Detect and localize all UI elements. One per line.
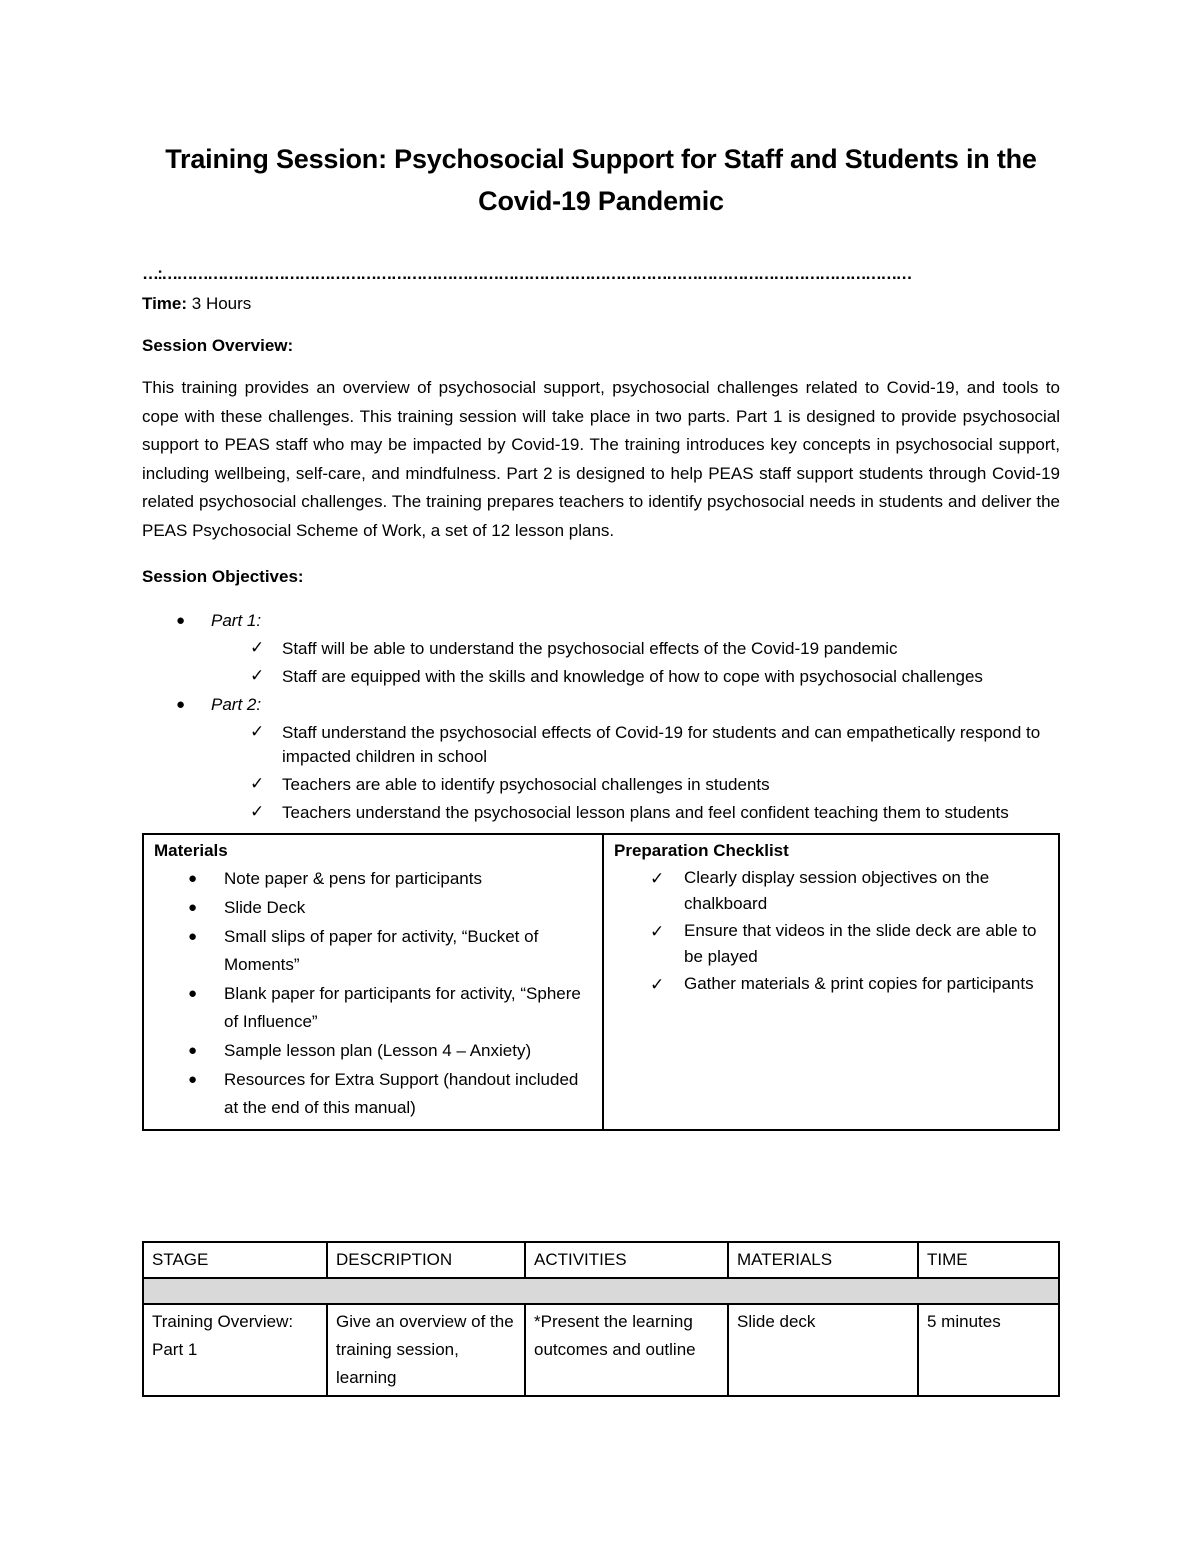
- checkmark-icon: ✓: [250, 637, 265, 657]
- stage-table: [142, 1241, 1060, 1397]
- column-header: DESCRIPTION: [327, 1242, 525, 1278]
- title-line-2: Covid-19 Pandemic: [478, 186, 724, 216]
- list-item: ● Sample lesson plan (Lesson 4 – Anxiety): [224, 1037, 594, 1065]
- page-title: [142, 138, 1060, 222]
- materials-list: [154, 865, 594, 1122]
- table-cell: Give an overview of the training session, learning: [327, 1304, 525, 1396]
- checkmark-icon: ✓: [250, 721, 265, 741]
- table-cell: 5 minutes: [918, 1304, 1059, 1396]
- list-item: ✓ Teachers are able to identify psychosocial challenges in students: [250, 773, 770, 794]
- materials-preparation-table: [142, 833, 1060, 1131]
- objectives-list: [142, 607, 1060, 827]
- materials-heading: Materials: [154, 840, 228, 860]
- time-line: [142, 290, 1060, 318]
- bullet-icon: ●: [188, 1070, 198, 1088]
- list-item: ✓ Staff understand the psychosocial effects of Covid-19 for students and can empathetically respond to impacted children in school: [250, 721, 1041, 766]
- list-item: ✓ Teachers understand the psychosocial lesson plans and feel confident teaching them to students: [250, 801, 1009, 822]
- column-header: ACTIVITIES: [525, 1242, 728, 1278]
- list-item: ● Note paper & pens for participants: [224, 865, 594, 893]
- objective-part-label: Part 2:: [211, 694, 262, 714]
- table-cell: *Present the learning outcomes and outline: [525, 1304, 728, 1396]
- objective-part: [142, 691, 1060, 827]
- preparation-heading: Preparation Checklist: [614, 840, 789, 860]
- document-content: [142, 138, 1060, 1131]
- list-item: ✓ Gather materials & print copies for participants: [684, 971, 1050, 998]
- time-value: 3 Hours: [187, 294, 252, 313]
- dotted-divider: …:…………………………………………………………………………………………………………………………………: [142, 264, 911, 283]
- list-item: ● Slide Deck: [224, 894, 594, 922]
- objective-part-label: Part 1:: [211, 610, 262, 630]
- column-header: STAGE: [143, 1242, 327, 1278]
- bullet-icon: ●: [176, 611, 186, 629]
- list-item: ✓ Staff are equipped with the skills and knowledge of how to cope with psychosocial challenges: [250, 665, 983, 686]
- bullet-icon: ●: [176, 695, 186, 713]
- list-item: ● Blank paper for participants for activity, “Sphere of Influence”: [224, 980, 594, 1036]
- checkmark-icon: ✓: [250, 773, 265, 793]
- column-header: TIME: [918, 1242, 1059, 1278]
- objective-checklist: [142, 635, 1060, 691]
- table-header-row: [143, 1242, 1059, 1278]
- bullet-icon: ●: [188, 984, 198, 1002]
- checkmark-icon: ✓: [650, 921, 665, 941]
- shaded-row: [143, 1278, 1059, 1304]
- table-row: [143, 1304, 1059, 1396]
- checkmark-icon: ✓: [650, 974, 665, 994]
- objective-checklist: [142, 719, 1060, 827]
- list-item: ✓ Ensure that videos in the slide deck are able to be played: [650, 920, 1037, 967]
- checkmark-icon: ✓: [650, 868, 665, 888]
- title-line-1: Training Session: Psychosocial Support for Staff and Students in the: [165, 144, 1037, 174]
- overview-heading: Session Overview:: [142, 336, 294, 355]
- list-item: ● Small slips of paper for activity, “Bucket of Moments”: [224, 923, 594, 979]
- checkmark-icon: ✓: [250, 665, 265, 685]
- table-cell: Training Overview: Part 1: [143, 1304, 327, 1396]
- bullet-icon: ●: [188, 927, 198, 945]
- materials-cell: [143, 834, 603, 1130]
- objectives-heading: Session Objectives:: [142, 566, 304, 586]
- preparation-checklist: [614, 865, 1050, 998]
- column-header: MATERIALS: [728, 1242, 918, 1278]
- time-label: Time:: [142, 294, 188, 313]
- overview-text: This training provides an overview of psychosocial support, psychosocial challenges related to Covid-19, and tools to cope with these challenges. This training session will take place in two parts. Part 1 is designed to provide psychosocial support to PEAS staff who may be impacted by Covid-19. The training introduces key concepts in psychosocial support, including wellbeing, self-care, and mindfulness. Part 2 is designed to help PEAS staff support students through Covid-19 related psychosocial challenges. The training prepares teachers to identify psychosocial needs in students and deliver the PEAS Psychosocial Scheme of Work, a set of 12 lesson plans.: [142, 378, 1060, 540]
- table-cell: Slide deck: [728, 1304, 918, 1396]
- bullet-icon: ●: [188, 1041, 198, 1059]
- list-item: ✓ Staff will be able to understand the psychosocial effects of the Covid-19 pandemic: [250, 637, 898, 658]
- preparation-cell: [603, 834, 1059, 1130]
- bullet-icon: ●: [188, 869, 198, 887]
- objective-part: [142, 607, 1060, 691]
- checkmark-icon: ✓: [250, 801, 265, 821]
- bullet-icon: ●: [188, 898, 198, 916]
- list-item: ● Resources for Extra Support (handout included at the end of this manual): [224, 1066, 594, 1122]
- list-item: ✓ Clearly display session objectives on the chalkboard: [650, 867, 990, 914]
